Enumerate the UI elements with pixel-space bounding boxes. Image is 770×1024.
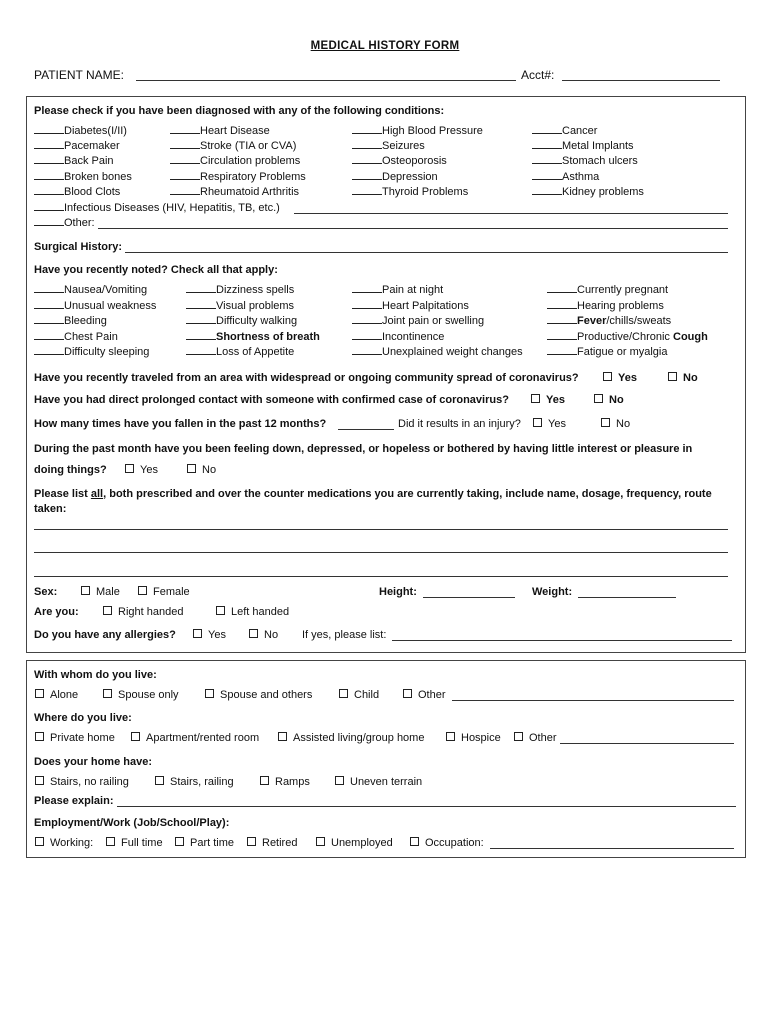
check-blank[interactable] bbox=[532, 148, 562, 149]
weight-field[interactable] bbox=[578, 597, 676, 598]
cough-label: Cough bbox=[673, 330, 708, 343]
medications-prompt-cont: taken: bbox=[34, 503, 67, 515]
condition-item[interactable] bbox=[34, 155, 114, 167]
check-blank[interactable] bbox=[186, 339, 216, 340]
medications-line-3[interactable] bbox=[34, 576, 728, 577]
symptom-label: Bleeding bbox=[64, 315, 107, 327]
allergies-yes[interactable]: Yes bbox=[193, 629, 226, 641]
medications-prompt: Please list all, both prescribed and over the counter medications you are currently taking, include name, dosage, frequency, route bbox=[34, 488, 712, 500]
checkbox-option[interactable] bbox=[131, 732, 259, 744]
option-label: Hospice bbox=[461, 732, 501, 744]
medications-line-1[interactable] bbox=[34, 529, 728, 530]
condition-label: Blood Clots bbox=[64, 185, 121, 198]
allergies-list-label: If yes, please list: bbox=[302, 629, 387, 641]
checkbox-option[interactable] bbox=[410, 837, 484, 849]
checkbox-option[interactable] bbox=[205, 689, 312, 701]
check-blank[interactable] bbox=[34, 179, 64, 180]
fallen-question: How many times have you fallen in the past 12 months? bbox=[34, 418, 327, 430]
condition-item[interactable] bbox=[352, 155, 447, 167]
option-label: Working: bbox=[50, 837, 94, 849]
symptom-item[interactable] bbox=[34, 346, 149, 358]
depressed-no[interactable]: No bbox=[187, 464, 216, 476]
checkbox-icon[interactable] bbox=[403, 689, 412, 698]
check-blank[interactable] bbox=[186, 308, 216, 309]
checkbox-icon[interactable] bbox=[316, 837, 325, 846]
condition-item[interactable] bbox=[532, 186, 644, 198]
option-label: Spouse and others bbox=[220, 689, 313, 701]
explain-field[interactable] bbox=[117, 806, 736, 807]
condition-item[interactable] bbox=[34, 140, 120, 152]
checkbox-option[interactable] bbox=[35, 689, 78, 701]
check-blank[interactable] bbox=[352, 354, 382, 355]
symptom-label: Visual problems bbox=[216, 299, 295, 312]
check-blank[interactable] bbox=[170, 194, 200, 195]
checkbox-option[interactable] bbox=[35, 732, 115, 744]
checkbox-icon[interactable] bbox=[247, 837, 256, 846]
condition-item[interactable] bbox=[170, 125, 270, 137]
checkbox-icon[interactable] bbox=[249, 629, 258, 638]
depressed-yes[interactable]: Yes bbox=[125, 464, 158, 476]
symptom-item[interactable] bbox=[547, 284, 668, 296]
occupation-field[interactable] bbox=[490, 848, 734, 849]
check-blank[interactable] bbox=[34, 292, 64, 293]
condition-infectious[interactable]: Infectious Diseases (HIV, Hepatitis, TB, etc.) bbox=[34, 202, 280, 214]
check-blank[interactable] bbox=[34, 354, 64, 355]
travel-no[interactable]: No bbox=[668, 372, 698, 384]
checkbox-icon[interactable] bbox=[601, 418, 610, 427]
symptom-item[interactable] bbox=[547, 300, 664, 312]
condition-label: Stroke (TIA or CVA) bbox=[200, 140, 297, 153]
symptom-item[interactable] bbox=[352, 346, 523, 358]
symptom-item[interactable] bbox=[352, 284, 443, 296]
check-blank[interactable] bbox=[532, 163, 562, 164]
check-blank[interactable] bbox=[352, 163, 382, 164]
option-label: Stairs, no railing bbox=[50, 776, 129, 788]
fallen-count-field[interactable] bbox=[338, 429, 394, 430]
condition-item[interactable] bbox=[34, 186, 120, 198]
option-label: Stairs, railing bbox=[170, 776, 234, 788]
symptom-label: /chills/sweats bbox=[606, 315, 672, 327]
medications-line-2[interactable] bbox=[34, 552, 728, 553]
symptom-item[interactable] bbox=[186, 300, 294, 312]
checkbox-icon[interactable] bbox=[594, 394, 603, 403]
symptom-label: Joint pain or swelling bbox=[382, 315, 485, 327]
checkbox-icon[interactable] bbox=[35, 689, 44, 698]
fever-label: Fever bbox=[577, 315, 607, 327]
symptoms-prompt: Have you recently noted? Check all that apply: bbox=[34, 264, 278, 276]
symptom-label: Productive/Chronic bbox=[577, 330, 673, 343]
contact-yes[interactable]: Yes bbox=[531, 394, 565, 406]
check-blank[interactable] bbox=[34, 133, 64, 134]
symptom-label: Unexplained weight changes bbox=[382, 346, 523, 358]
right-handed[interactable]: Right handed bbox=[103, 606, 183, 618]
symptom-item[interactable] bbox=[352, 331, 444, 343]
acct-field[interactable] bbox=[562, 80, 720, 81]
symptom-item[interactable] bbox=[186, 284, 294, 296]
condition-label: Respiratory Problems bbox=[200, 170, 306, 183]
surgical-history-label: Surgical History: bbox=[34, 241, 123, 253]
option-label: Spouse only bbox=[118, 689, 179, 701]
checkbox-icon[interactable] bbox=[155, 776, 164, 785]
checkbox-icon[interactable] bbox=[216, 606, 225, 615]
injury-no[interactable]: No bbox=[601, 418, 630, 430]
checkbox-icon[interactable] bbox=[603, 372, 612, 381]
condition-label: Asthma bbox=[562, 170, 600, 183]
check-blank[interactable] bbox=[34, 339, 64, 340]
symptom-label: Shortness of breath bbox=[216, 330, 320, 343]
symptom-item[interactable] bbox=[186, 346, 294, 358]
checkbox-icon[interactable] bbox=[35, 837, 44, 846]
patient-name-field[interactable] bbox=[136, 80, 516, 81]
surgical-history-field[interactable] bbox=[125, 252, 728, 253]
symptom-item[interactable] bbox=[34, 284, 147, 296]
checkbox-option[interactable] bbox=[260, 776, 310, 788]
check-blank[interactable] bbox=[352, 323, 382, 324]
checkbox-option[interactable] bbox=[35, 776, 129, 788]
option-label: Retired bbox=[262, 837, 298, 849]
check-blank[interactable] bbox=[352, 194, 382, 195]
height-label: Height: bbox=[379, 586, 417, 598]
allergies-list-field[interactable] bbox=[392, 640, 732, 641]
check-blank[interactable] bbox=[186, 323, 216, 324]
condition-item[interactable] bbox=[34, 125, 127, 137]
checkbox-icon[interactable] bbox=[106, 837, 115, 846]
condition-item[interactable] bbox=[170, 186, 299, 198]
condition-label: Back Pain bbox=[64, 155, 114, 168]
check-blank[interactable] bbox=[352, 339, 382, 340]
symptom-item[interactable] bbox=[352, 300, 469, 312]
checkbox-option[interactable] bbox=[446, 732, 501, 744]
checkbox-icon[interactable] bbox=[410, 837, 419, 846]
condition-label: Broken bones bbox=[64, 170, 132, 183]
checkbox-icon[interactable] bbox=[103, 689, 112, 698]
checkbox-option[interactable] bbox=[403, 689, 446, 701]
condition-label: Metal Implants bbox=[562, 140, 634, 153]
condition-item[interactable] bbox=[532, 140, 634, 152]
checkbox-icon[interactable] bbox=[335, 776, 344, 785]
checkbox-icon[interactable] bbox=[205, 689, 214, 698]
where-other-field[interactable] bbox=[560, 743, 734, 744]
check-blank[interactable] bbox=[34, 148, 64, 149]
checkbox-icon[interactable] bbox=[668, 372, 677, 381]
symptom-label: Heart Palpitations bbox=[382, 299, 469, 312]
condition-label: Pacemaker bbox=[64, 140, 120, 153]
condition-label: Stomach ulcers bbox=[562, 155, 638, 168]
checkbox-icon[interactable] bbox=[103, 606, 112, 615]
sex-female[interactable]: Female bbox=[138, 586, 190, 598]
sex-male[interactable]: Male bbox=[81, 586, 120, 598]
conditions-prompt: Please check if you have been diagnosed with any of the following conditions: bbox=[34, 105, 445, 117]
checkbox-icon[interactable] bbox=[514, 732, 523, 741]
patient-name-label: PATIENT NAME: bbox=[34, 68, 125, 82]
check-blank[interactable] bbox=[34, 323, 64, 324]
symptom-label: Hearing problems bbox=[577, 299, 664, 312]
employment-label: Employment/Work (Job/School/Play): bbox=[34, 817, 230, 829]
option-label: Apartment/rented room bbox=[146, 732, 260, 744]
injury-yes[interactable]: Yes bbox=[533, 418, 566, 430]
checkbox-icon[interactable] bbox=[339, 689, 348, 698]
injury-question: Did it results in an injury? bbox=[398, 418, 521, 430]
condition-item[interactable] bbox=[34, 171, 132, 183]
contact-no[interactable]: No bbox=[594, 394, 624, 406]
condition-label: High Blood Pressure bbox=[382, 125, 483, 137]
checkbox-icon[interactable] bbox=[35, 732, 44, 741]
check-blank[interactable] bbox=[532, 179, 562, 180]
option-label: Private home bbox=[50, 732, 115, 744]
symptom-item[interactable] bbox=[34, 331, 118, 343]
checkbox-icon[interactable] bbox=[175, 837, 184, 846]
depressed-question-cont: doing things? bbox=[34, 464, 107, 476]
check-blank[interactable] bbox=[547, 323, 577, 324]
condition-item[interactable] bbox=[170, 171, 306, 183]
checkbox-option[interactable] bbox=[106, 837, 163, 849]
condition-item[interactable] bbox=[532, 155, 638, 167]
option-label: Ramps bbox=[275, 776, 310, 788]
check-blank[interactable] bbox=[170, 133, 200, 134]
home-label: Does your home have: bbox=[34, 756, 152, 768]
option-label: Other bbox=[529, 732, 557, 744]
condition-label: Osteoporosis bbox=[382, 155, 447, 168]
allergies-label: Do you have any allergies? bbox=[34, 629, 176, 641]
checkbox-icon[interactable] bbox=[35, 776, 44, 785]
condition-label: Kidney problems bbox=[562, 185, 644, 198]
condition-label: Rheumatoid Arthritis bbox=[200, 185, 300, 198]
acct-label: Acct#: bbox=[521, 68, 555, 82]
option-label: Part time bbox=[190, 837, 235, 849]
check-blank[interactable] bbox=[547, 354, 577, 355]
whom-other-field[interactable] bbox=[452, 700, 734, 701]
symptom-label: Difficulty sleeping bbox=[64, 346, 150, 358]
condition-label: Depression bbox=[382, 170, 438, 183]
check-blank[interactable] bbox=[547, 308, 577, 309]
checkbox-option[interactable] bbox=[155, 776, 234, 788]
check-blank[interactable] bbox=[547, 339, 577, 340]
symptom-label: Dizziness spells bbox=[216, 284, 295, 296]
symptom-item[interactable] bbox=[186, 331, 320, 343]
checkbox-icon[interactable] bbox=[193, 629, 202, 638]
symptom-item[interactable] bbox=[352, 315, 484, 327]
condition-label: Cancer bbox=[562, 125, 598, 137]
checkbox-option[interactable] bbox=[247, 837, 297, 849]
checkbox-icon[interactable] bbox=[138, 586, 147, 595]
symptom-item[interactable] bbox=[547, 346, 668, 358]
check-blank[interactable] bbox=[352, 292, 382, 293]
travel-yes[interactable]: Yes bbox=[603, 372, 637, 384]
condition-item[interactable] bbox=[532, 171, 599, 183]
left-handed[interactable]: Left handed bbox=[216, 606, 289, 618]
option-label: Other bbox=[418, 689, 446, 701]
condition-item[interactable] bbox=[532, 125, 597, 137]
checkbox-option[interactable] bbox=[103, 689, 179, 701]
check-blank[interactable] bbox=[170, 179, 200, 180]
checkbox-icon[interactable] bbox=[260, 776, 269, 785]
symptom-item[interactable] bbox=[547, 315, 671, 327]
checkbox-icon[interactable] bbox=[125, 464, 134, 473]
condition-item[interactable] bbox=[170, 140, 296, 152]
option-label: Child bbox=[354, 689, 380, 701]
check-blank[interactable] bbox=[170, 148, 200, 149]
allergies-no[interactable]: No bbox=[249, 629, 278, 641]
checkbox-icon[interactable] bbox=[131, 732, 140, 741]
option-label: Uneven terrain bbox=[350, 776, 423, 788]
symptom-item[interactable] bbox=[186, 315, 297, 327]
checkbox-option[interactable] bbox=[35, 837, 93, 849]
check-blank[interactable] bbox=[34, 163, 64, 164]
check-blank[interactable] bbox=[170, 163, 200, 164]
condition-item[interactable] bbox=[352, 186, 468, 198]
checkbox-option[interactable] bbox=[278, 732, 424, 744]
condition-other[interactable]: Other: bbox=[34, 217, 95, 229]
symptom-label: Currently pregnant bbox=[577, 284, 669, 296]
checkbox-option[interactable] bbox=[335, 776, 422, 788]
condition-label: Heart Disease bbox=[200, 125, 270, 137]
symptom-label: Nausea/Vomiting bbox=[64, 284, 148, 296]
condition-item[interactable] bbox=[170, 155, 300, 167]
check-blank[interactable] bbox=[34, 194, 64, 195]
option-label: Alone bbox=[50, 689, 79, 701]
contact-question: Have you had direct prolonged contact with someone with confirmed case of coronavirus? bbox=[34, 394, 509, 406]
symptom-item[interactable] bbox=[34, 315, 107, 327]
symptom-label: Fatigue or myalgia bbox=[577, 346, 668, 358]
checkbox-icon[interactable] bbox=[533, 418, 542, 427]
option-label: Assisted living/group home bbox=[293, 732, 425, 744]
where-label: Where do you live: bbox=[34, 712, 132, 724]
form-title: MEDICAL HISTORY FORM bbox=[310, 40, 460, 52]
check-blank[interactable] bbox=[352, 308, 382, 309]
checkbox-icon[interactable] bbox=[446, 732, 455, 741]
depressed-question: During the past month have you been feeling down, depressed, or hopeless or bothered by having little interest or pleasure in bbox=[34, 443, 693, 455]
symptom-item[interactable] bbox=[547, 331, 708, 343]
check-blank[interactable] bbox=[34, 308, 64, 309]
symptom-label: Incontinence bbox=[382, 330, 445, 343]
check-blank[interactable] bbox=[186, 292, 216, 293]
condition-label: Thyroid Problems bbox=[382, 185, 469, 198]
are-you-label: Are you: bbox=[34, 606, 79, 618]
option-label: Occupation: bbox=[425, 837, 484, 849]
checkbox-icon[interactable] bbox=[531, 394, 540, 403]
explain-label: Please explain: bbox=[34, 795, 114, 807]
condition-label: Seizures bbox=[382, 140, 425, 153]
symptom-label: Loss of Appetite bbox=[216, 346, 295, 358]
symptom-label: Difficulty walking bbox=[216, 315, 298, 327]
condition-label: Diabetes(I/II) bbox=[64, 125, 127, 137]
checkbox-icon[interactable] bbox=[81, 586, 90, 595]
checkbox-icon[interactable] bbox=[187, 464, 196, 473]
check-blank[interactable] bbox=[352, 133, 382, 134]
check-blank[interactable] bbox=[352, 179, 382, 180]
other-condition-field[interactable] bbox=[98, 228, 728, 229]
checkbox-option[interactable] bbox=[175, 837, 234, 849]
option-label: Unemployed bbox=[331, 837, 393, 849]
condition-item[interactable] bbox=[352, 171, 438, 183]
checkbox-icon[interactable] bbox=[278, 732, 287, 741]
check-blank[interactable] bbox=[547, 292, 577, 293]
weight-label: Weight: bbox=[532, 586, 573, 598]
condition-label: Circulation problems bbox=[200, 155, 301, 168]
check-blank[interactable] bbox=[532, 194, 562, 195]
checkbox-option[interactable] bbox=[339, 689, 379, 701]
check-blank[interactable] bbox=[186, 354, 216, 355]
check-blank[interactable] bbox=[352, 148, 382, 149]
whom-label: With whom do you live: bbox=[34, 669, 157, 681]
symptom-label: Chest Pain bbox=[64, 330, 118, 343]
height-field[interactable] bbox=[423, 597, 515, 598]
condition-item[interactable] bbox=[352, 140, 425, 152]
option-label: Full time bbox=[121, 837, 163, 849]
symptom-label: Unusual weakness bbox=[64, 299, 157, 312]
infectious-field[interactable] bbox=[294, 213, 728, 214]
checkbox-option[interactable] bbox=[514, 732, 557, 744]
check-blank[interactable] bbox=[532, 133, 562, 134]
travel-question: Have you recently traveled from an area with widespread or ongoing community spread of coronavirus? bbox=[34, 372, 579, 384]
symptom-item[interactable] bbox=[34, 300, 156, 312]
checkbox-option[interactable] bbox=[316, 837, 393, 849]
symptom-label: Pain at night bbox=[382, 284, 444, 296]
condition-item[interactable] bbox=[352, 125, 483, 137]
sex-label: Sex: bbox=[34, 586, 58, 598]
